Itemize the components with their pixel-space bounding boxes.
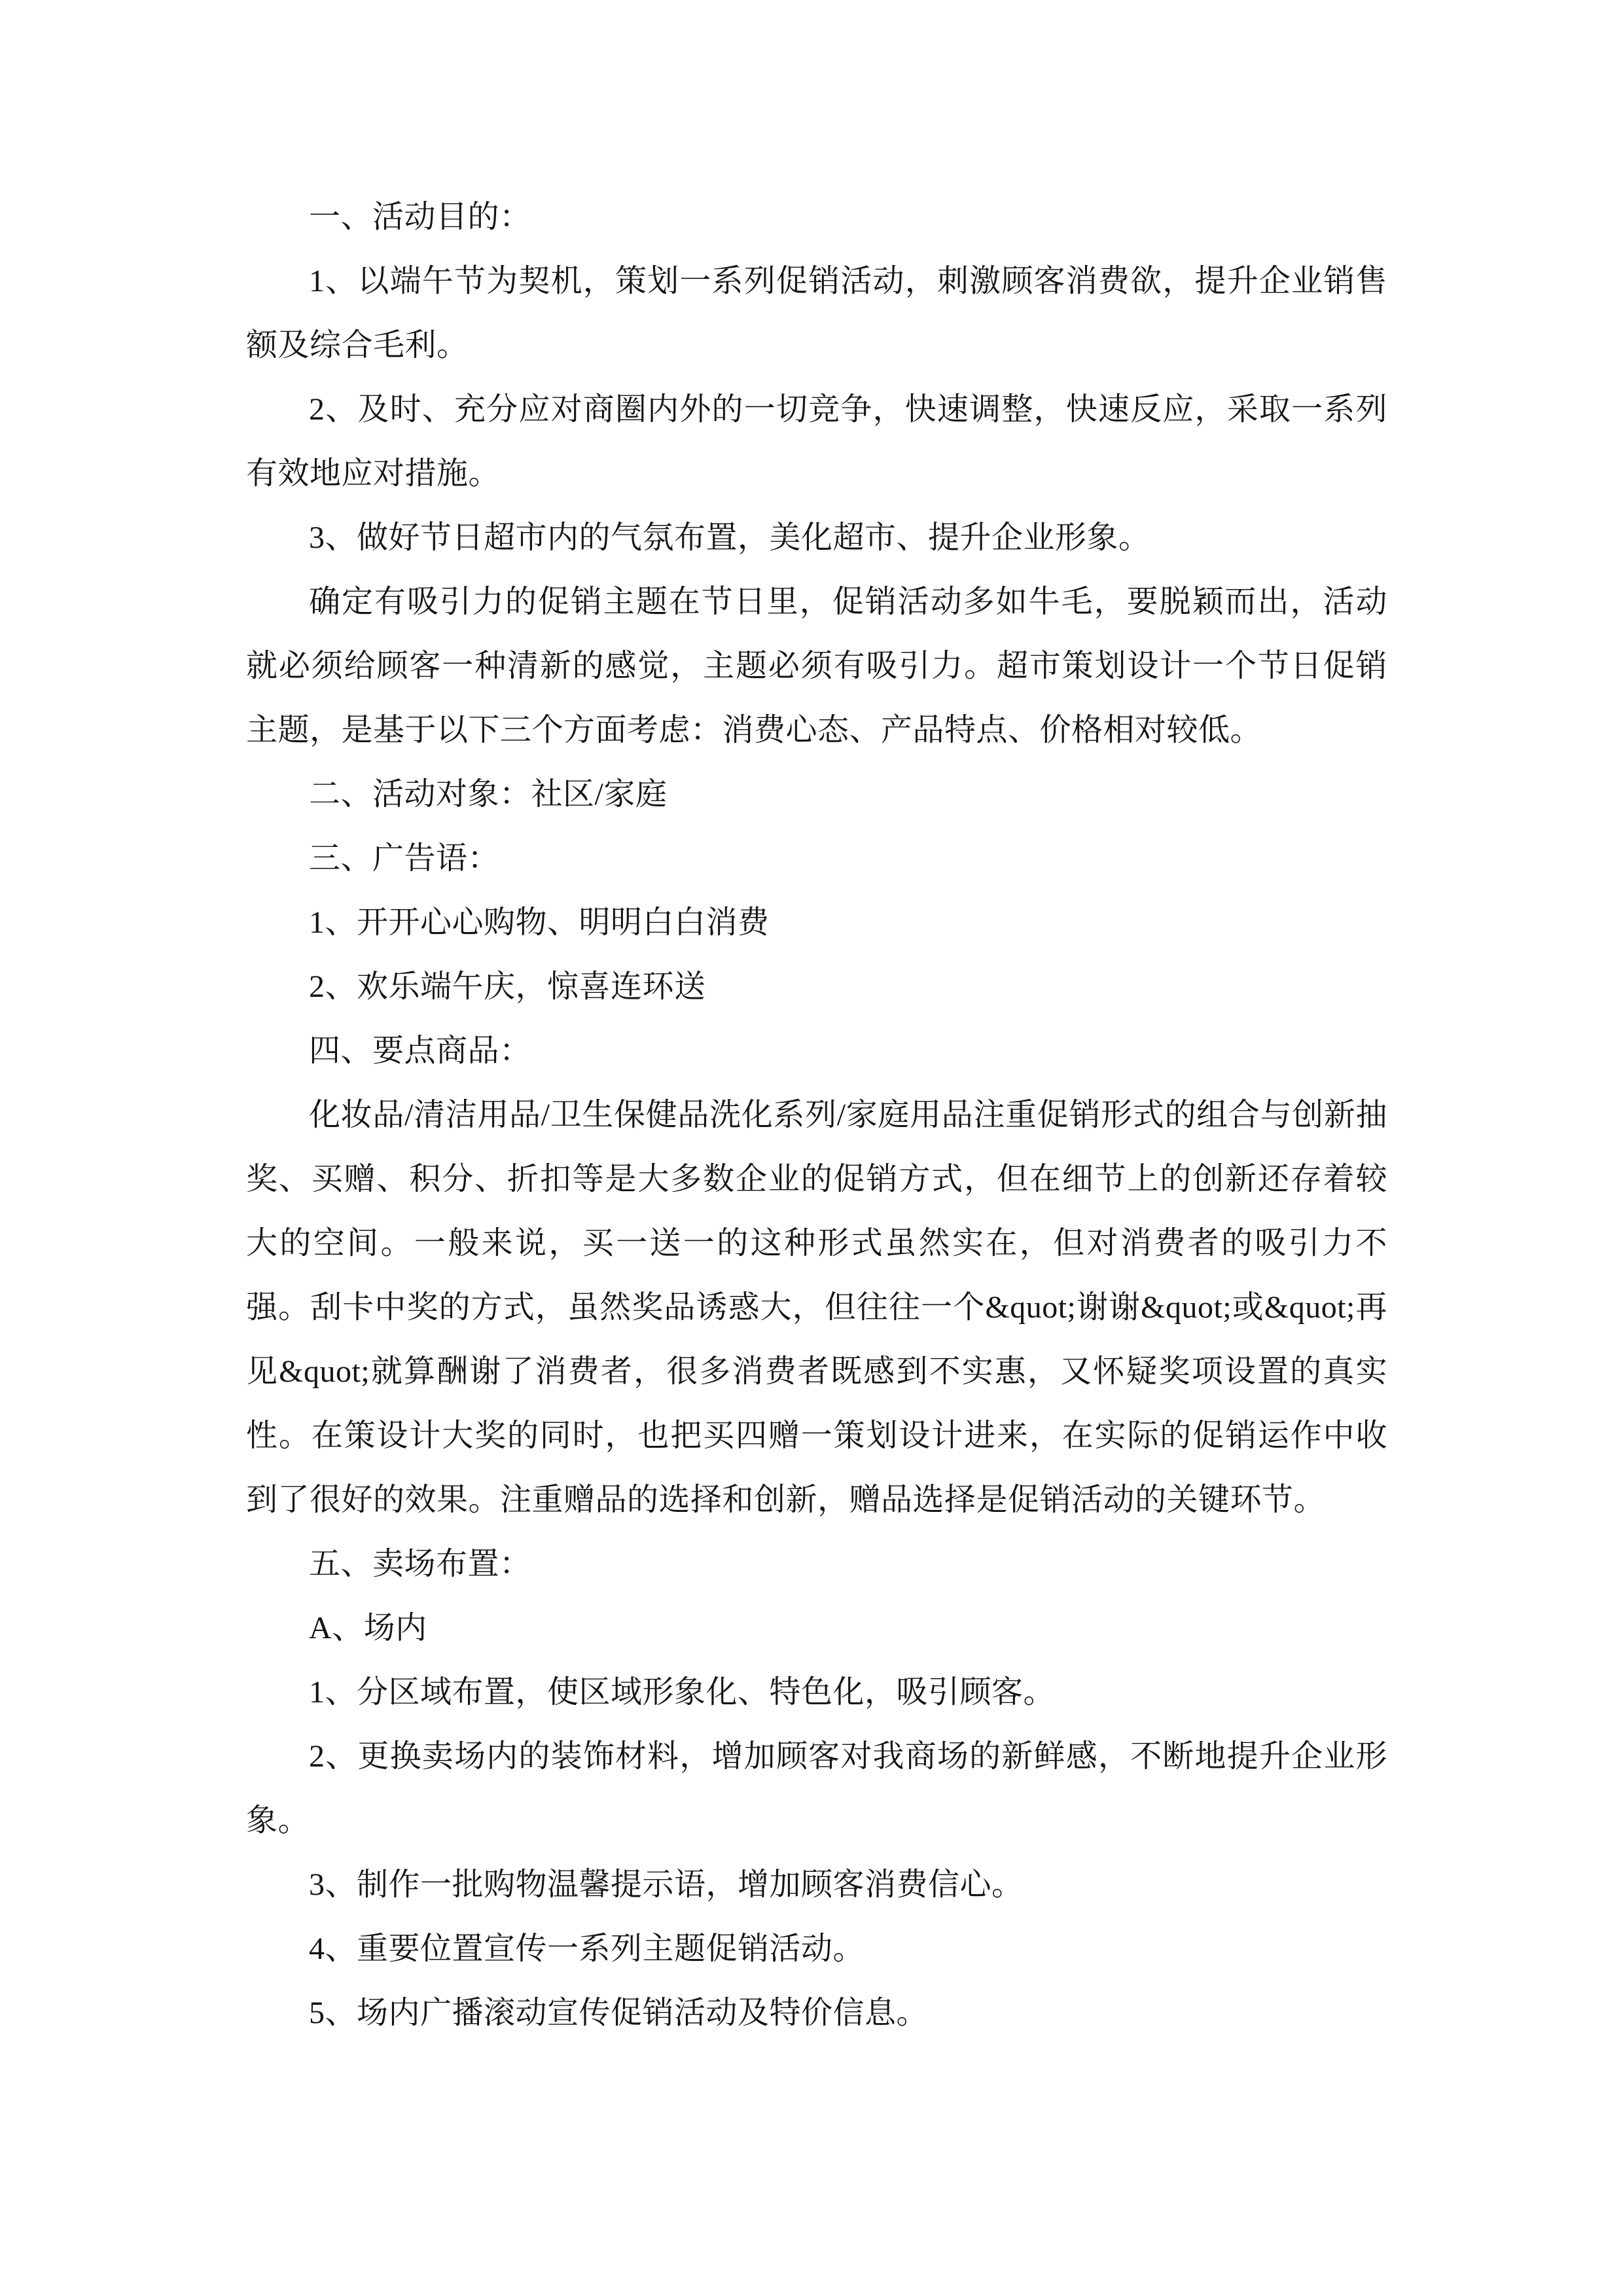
heading-activity-target: 二、活动对象：社区/家庭 xyxy=(309,777,668,812)
para-slogan-1: 1、开开心心购物、明明白白消费 xyxy=(309,905,770,940)
para-indoor-5: 5、场内广播滚动宣传促销活动及特价信息。 xyxy=(309,1996,929,2030)
para-indoor-4: 4、重要位置宣传一系列主题促销活动。 xyxy=(309,1931,865,1966)
para-purpose-3: 3、做好节日超市内的气氛布置，美化超市、提升企业形象。 xyxy=(309,520,1150,555)
document-body xyxy=(246,185,1387,2045)
para-indoor-2: 2、更换卖场内的装饰材料，增加顾客对我商场的新鲜感，不断地提升企业形象。 xyxy=(246,1739,1387,1838)
heading-activity-purpose: 一、活动目的： xyxy=(309,200,531,234)
heading-slogans: 三、广告语： xyxy=(309,841,500,876)
para-theme-description: 确定有吸引力的促销主题在节日里，促销活动多如牛毛，要脱颖而出，活动就必须给顾客一种清新的感觉，主题必须有吸引力。超市策划设计一个节日促销主题，是基于以下三个方面考虑：消费心态、产品特点、价格相对较低。 xyxy=(246,584,1387,747)
para-indoor-3: 3、制作一批购物温馨提示语，增加顾客消费信心。 xyxy=(309,1867,1024,1902)
heading-store-layout: 五、卖场布置： xyxy=(309,1547,531,1581)
heading-key-products: 四、要点商品： xyxy=(309,1033,531,1068)
para-slogan-2: 2、欢乐端午庆，惊喜连环送 xyxy=(309,969,706,1004)
para-key-products-description: 化妆品/清洁用品/卫生保健品洗化系列/家庭用品注重促销形式的组合与创新抽奖、买赠、积分、折扣等是大多数企业的促销方式，但在细节上的创新还存着较大的空间。一般来说，买一送一的这种形式虽然实在，但对消费者的吸引力不强。刮卡中奖的方式，虽然奖品诱惑大，但往往一个&quot;谢谢&quot;或&quot;再见&quot;就算酬谢了消费者，很多消费者既感到不实惠，又怀疑奖项设置的真实性。在策设计大奖的同时，也把买四赠一策划设计进来，在实际的促销运作中收到了很好的效果。注重赠品的选择和创新，赠品选择是促销活动的关键环节。 xyxy=(246,1098,1387,1517)
para-purpose-1: 1、以端午节为契机，策划一系列促销活动，刺激顾客消费欲，提升企业销售额及综合毛利。 xyxy=(246,264,1387,363)
para-purpose-2: 2、及时、充分应对商圈内外的一切竞争，快速调整，快速反应，采取一系列有效地应对措施。 xyxy=(246,392,1387,491)
heading-indoor-section: A、场内 xyxy=(309,1611,427,1645)
para-indoor-1: 1、分区域布置，使区域形象化、特色化，吸引顾客。 xyxy=(309,1675,1056,1710)
